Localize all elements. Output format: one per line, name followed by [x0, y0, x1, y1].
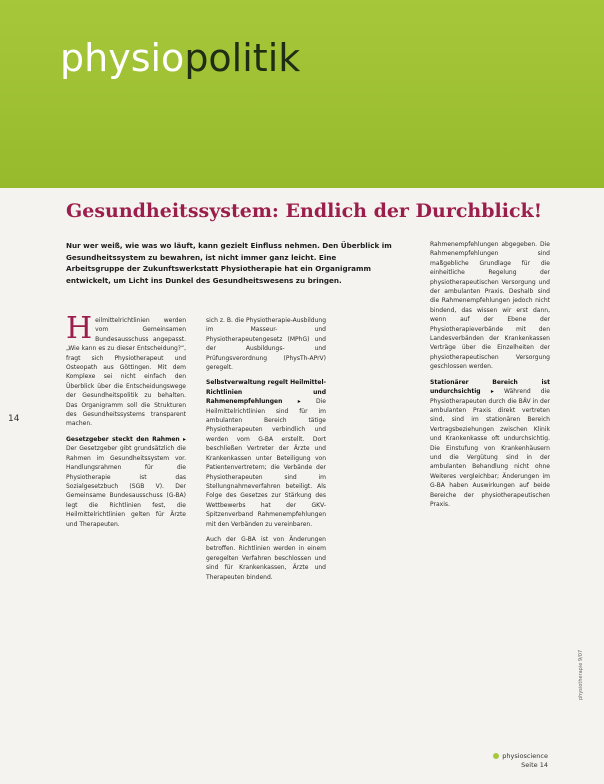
column2-subheading: Selbstverwaltung regelt Heilmittel-Richtlinien und Rahmenempfehlungen ▸	[206, 379, 326, 406]
section-title-physio: physio	[60, 36, 185, 80]
vertical-credit: physiotherapie 9/07	[578, 649, 584, 700]
column2-sub-body: Die Heilmittelrichtlinien sind für im ambulanten Bereich tätige Physiotherapeuten verbindlich und werden vom G-BA erstellt. Dort beschließen Vertreter der Ärzte und Krankenkassen unter Beteiligung von Patientenvertretern; die Verbände der Physiotherapeuten sind im Stellungnahmeverfahren beteiligt. Als Folge des Gesetzes zur Stärkung des Wettbewerbs hat der GKV-Spitzenverband Rahmenempfehlungen mit den Verbänden zu vereinbaren.	[206, 398, 326, 528]
article-headline: Gesundheitssystem: Endlich der Durchblick!	[66, 200, 543, 222]
column3-sub-body: Während die Physiotherapeuten durch die BÄV in der ambulanten Praxis direkt vertreten sind, sind im stationären Bereich Vertragsbeziehungen zwischen Klinik und Krankenkasse oft undurchsichtig. Die Einstufung von Krankenhäusern und die Vergütung sind in der ambulanten Behandlung nicht ohne Weiteres vergleichbar; Änderungen im G-BA haben Auswirkungen auf beide Bereiche der physiotherapeutischen Praxis.	[430, 388, 550, 508]
page-footer	[478, 752, 548, 770]
text-column-1	[66, 311, 186, 535]
column1-subheading: Gesetzgeber steckt den Rahmen ▸	[66, 435, 186, 443]
column3-subheading: Stationärer Bereich ist undurchsichtig ▸	[430, 378, 550, 396]
footer-page: Seite 14	[521, 761, 548, 769]
column3-body: Rahmenempfehlungen abgegeben. Die Rahmenempfehlungen sind maßgebliche Grundlage für die einheitliche Regelung der physiotherapeutischen Versorgung und der ambulanten Praxis. Deshalb sind die Rahmenempfehlungen jedoch nicht bindend, das wissen wir erst dann, wenn auf der Ebene der Physiotherapieverbände mit den Landesverbänden der Krankenkassen Verträge über die Einzelheiten der physiotherapeutischen Versorgung geschlossen werden.	[430, 241, 550, 371]
footer-brand: physioscience	[502, 752, 548, 760]
text-column-2	[206, 316, 326, 588]
column1-body: eilmittelrichtlinien werden vom Gemeinsamen Bundesausschuss angepasst. „Wie kann es zu dieser Entscheidung?“, fragt sich Physiotherapeut und Osteopath aus Göttingen. Mit dem Komplexe sei nicht einfach den Überblick über die Entscheidungswege der Gesundheitspolitik zu behalten. Das Organigramm soll die Strukturen des Gesundheitssystems transparent machen.	[66, 317, 186, 428]
header-banner	[0, 0, 604, 188]
article-lead: Nur wer weiß, wie was wo läuft, kann gezielt Einfluss nehmen. Den Überblick im Gesundheitssystem zu bewahren, ist nicht immer ganz leicht. Eine Arbeitsgruppe der Zukunftswerkstatt Physiotherapie hat ein Organigramm entwickelt, um Licht ins Dunkel des Gesundheitswesens zu bringen.	[66, 241, 392, 285]
drop-cap: H	[66, 311, 93, 346]
column2-body-2: Auch der G-BA ist von Änderungen betroffen. Richtlinien werden in einem geregelten Verfahren beschlossen und sind für Krankenkassen, Ärzte und Therapeuten bindend.	[206, 535, 326, 581]
column2-intro: sich z. B. die Physiotherapie-Ausbildung im Masseur- und Physiotherapeutengesetz (MPhG) und der Ausbildungs- und Prüfungsverordnung (PhysTh-APrV) geregelt.	[206, 317, 326, 372]
text-column-3	[430, 240, 550, 515]
section-title	[60, 36, 300, 80]
footer-dot-icon	[493, 753, 499, 759]
page-number: 14	[8, 414, 20, 424]
column1-sub-body: Der Gesetzgeber gibt grundsätzlich die Rahmen im Gesundheitssystem vor. Handlungsrahmen für die Physiotherapie ist das Sozialgesetzbuch (SGB V). Der Gemeinsame Bundesausschuss (G-BA) legt die Richtlinien fest, die Heilmittelrichtlinien gelten für Ärzte und Therapeuten.	[66, 445, 186, 528]
section-title-politik: politik	[184, 36, 301, 80]
